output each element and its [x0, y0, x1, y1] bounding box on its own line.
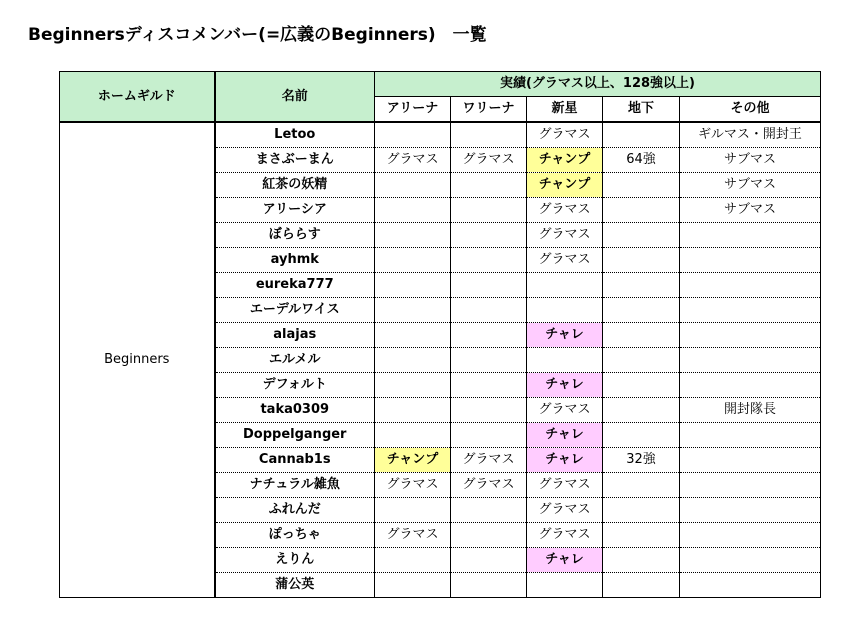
- member-name: エーデルワイス: [215, 298, 375, 323]
- other-cell: 開封隊長: [680, 398, 821, 423]
- arena-cell: [375, 348, 451, 373]
- warena-cell: グラマス: [451, 473, 527, 498]
- shinsei-cell: チャレ: [527, 423, 603, 448]
- chika-cell: 32強: [603, 448, 680, 473]
- other-cell: [680, 223, 821, 248]
- shinsei-cell: チャンプ: [527, 148, 603, 173]
- chika-cell: 64強: [603, 148, 680, 173]
- shinsei-cell: チャレ: [527, 373, 603, 398]
- arena-cell: [375, 223, 451, 248]
- member-name: Letoo: [215, 122, 375, 148]
- member-name: エルメル: [215, 348, 375, 373]
- other-cell: [680, 473, 821, 498]
- other-cell: [680, 323, 821, 348]
- chika-cell: [603, 198, 680, 223]
- member-name: 蒲公英: [215, 573, 375, 598]
- member-name: ayhmk: [215, 248, 375, 273]
- shinsei-cell: グラマス: [527, 523, 603, 548]
- header-chika: 地下: [603, 97, 680, 123]
- chika-cell: [603, 273, 680, 298]
- warena-cell: [451, 298, 527, 323]
- shinsei-cell: グラマス: [527, 398, 603, 423]
- shinsei-cell: [527, 348, 603, 373]
- other-cell: [680, 548, 821, 573]
- warena-cell: [451, 348, 527, 373]
- other-cell: サブマス: [680, 198, 821, 223]
- member-name: デフォルト: [215, 373, 375, 398]
- other-cell: ギルマス・開封王: [680, 122, 821, 148]
- warena-cell: [451, 548, 527, 573]
- header-warena: ワリーナ: [451, 97, 527, 123]
- warena-cell: [451, 173, 527, 198]
- arena-cell: [375, 573, 451, 598]
- other-cell: サブマス: [680, 148, 821, 173]
- arena-cell: グラマス: [375, 473, 451, 498]
- shinsei-cell: [527, 298, 603, 323]
- arena-cell: [375, 273, 451, 298]
- warena-cell: [451, 273, 527, 298]
- other-cell: [680, 448, 821, 473]
- other-cell: サブマス: [680, 173, 821, 198]
- shinsei-cell: グラマス: [527, 248, 603, 273]
- chika-cell: [603, 423, 680, 448]
- shinsei-cell: [527, 573, 603, 598]
- warena-cell: [451, 573, 527, 598]
- other-cell: [680, 573, 821, 598]
- warena-cell: [451, 423, 527, 448]
- header-shinsei: 新星: [527, 97, 603, 123]
- chika-cell: [603, 373, 680, 398]
- member-name: 紅茶の妖精: [215, 173, 375, 198]
- warena-cell: [451, 122, 527, 148]
- header-home-guild: ホームギルド: [60, 72, 215, 123]
- arena-cell: [375, 548, 451, 573]
- arena-cell: グラマス: [375, 523, 451, 548]
- other-cell: [680, 498, 821, 523]
- arena-cell: [375, 173, 451, 198]
- warena-cell: グラマス: [451, 148, 527, 173]
- shinsei-cell: チャレ: [527, 448, 603, 473]
- shinsei-cell: グラマス: [527, 198, 603, 223]
- warena-cell: [451, 198, 527, 223]
- shinsei-cell: チャンプ: [527, 173, 603, 198]
- other-cell: [680, 248, 821, 273]
- other-cell: [680, 423, 821, 448]
- shinsei-cell: チャレ: [527, 323, 603, 348]
- arena-cell: [375, 122, 451, 148]
- arena-cell: チャンプ: [375, 448, 451, 473]
- member-name: Cannab1s: [215, 448, 375, 473]
- shinsei-cell: チャレ: [527, 548, 603, 573]
- chika-cell: [603, 323, 680, 348]
- other-cell: [680, 373, 821, 398]
- other-cell: [680, 523, 821, 548]
- warena-cell: [451, 223, 527, 248]
- member-name: ふれんだ: [215, 498, 375, 523]
- other-cell: [680, 273, 821, 298]
- member-name: ぽっちゃ: [215, 523, 375, 548]
- other-cell: [680, 298, 821, 323]
- member-name: ナチュラル雑魚: [215, 473, 375, 498]
- table-row: [60, 122, 821, 148]
- chika-cell: [603, 523, 680, 548]
- chika-cell: [603, 223, 680, 248]
- warena-cell: [451, 523, 527, 548]
- member-table: [59, 71, 821, 598]
- warena-cell: [451, 373, 527, 398]
- chika-cell: [603, 398, 680, 423]
- warena-cell: [451, 398, 527, 423]
- arena-cell: [375, 323, 451, 348]
- warena-cell: [451, 248, 527, 273]
- member-name: まさぶーまん: [215, 148, 375, 173]
- shinsei-cell: グラマス: [527, 473, 603, 498]
- chika-cell: [603, 473, 680, 498]
- shinsei-cell: [527, 273, 603, 298]
- member-name: ぼららす: [215, 223, 375, 248]
- member-name: taka0309: [215, 398, 375, 423]
- arena-cell: [375, 498, 451, 523]
- member-name: えりん: [215, 548, 375, 573]
- chika-cell: [603, 348, 680, 373]
- member-name: eureka777: [215, 273, 375, 298]
- guild-cell: Beginners: [60, 122, 215, 598]
- chika-cell: [603, 122, 680, 148]
- chika-cell: [603, 548, 680, 573]
- header-name: 名前: [215, 72, 375, 123]
- member-name: アリーシア: [215, 198, 375, 223]
- arena-cell: [375, 423, 451, 448]
- member-name: alajas: [215, 323, 375, 348]
- chika-cell: [603, 498, 680, 523]
- member-name: Doppelganger: [215, 423, 375, 448]
- arena-cell: [375, 398, 451, 423]
- warena-cell: [451, 498, 527, 523]
- chika-cell: [603, 573, 680, 598]
- warena-cell: グラマス: [451, 448, 527, 473]
- shinsei-cell: グラマス: [527, 122, 603, 148]
- shinsei-cell: グラマス: [527, 498, 603, 523]
- arena-cell: グラマス: [375, 148, 451, 173]
- arena-cell: [375, 198, 451, 223]
- other-cell: [680, 348, 821, 373]
- chika-cell: [603, 298, 680, 323]
- header-other: その他: [680, 97, 821, 123]
- header-arena: アリーナ: [375, 97, 451, 123]
- shinsei-cell: グラマス: [527, 223, 603, 248]
- arena-cell: [375, 248, 451, 273]
- arena-cell: [375, 298, 451, 323]
- warena-cell: [451, 323, 527, 348]
- arena-cell: [375, 373, 451, 398]
- header-achievements: 実績(グラマス以上、128強以上): [375, 72, 821, 97]
- table-body: [60, 122, 821, 598]
- chika-cell: [603, 173, 680, 198]
- page-title: Beginnersディスコメンバー(=広義のBeginners) 一覧: [28, 25, 487, 45]
- chika-cell: [603, 248, 680, 273]
